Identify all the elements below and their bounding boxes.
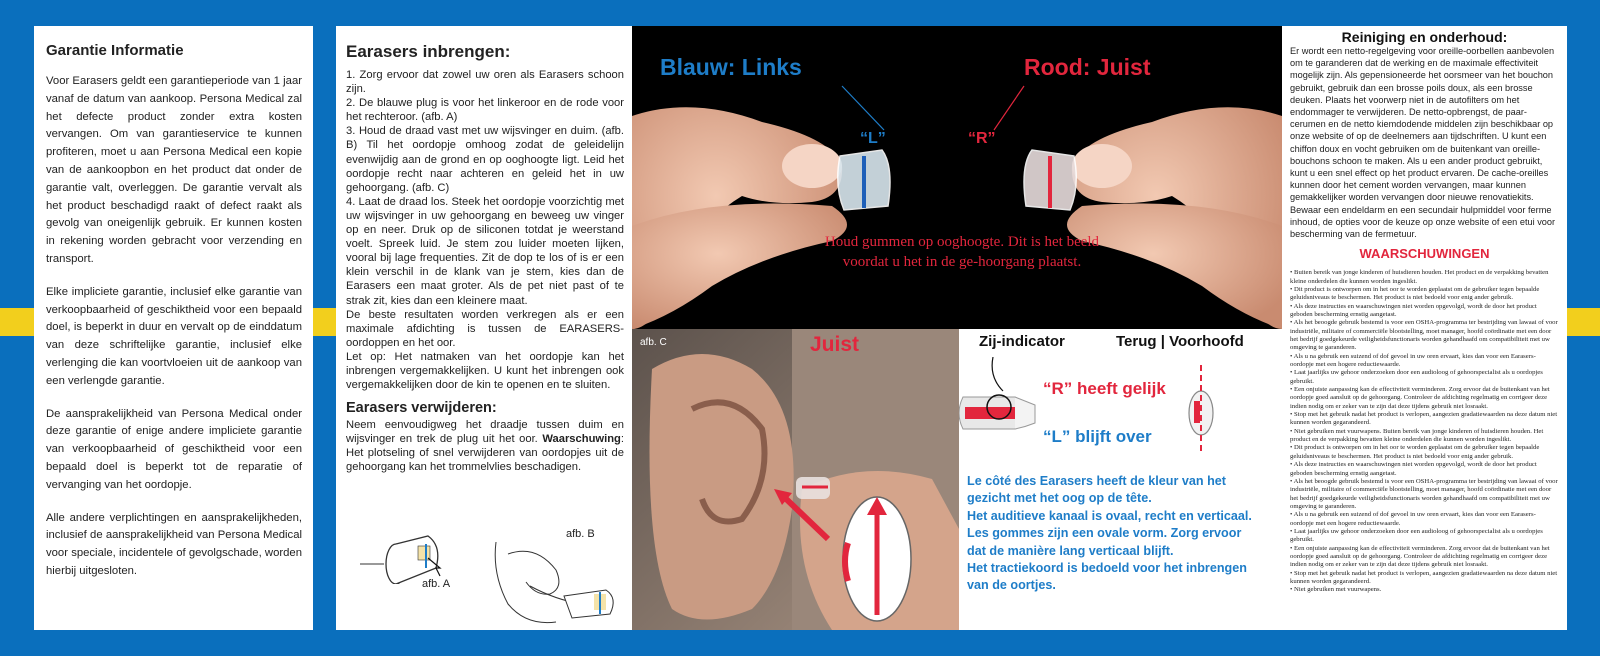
afb-c-label: afb. C <box>640 337 667 348</box>
earplug-illustration-a <box>356 524 456 584</box>
warning-item: • Als deze instructies en waarschuwingen niet worden opgevolgd, wordt de door het product geboden bescherming ernstig aangetast. <box>1290 302 1537 318</box>
french-line: Het tractiekoord is bedoeld voor het inbrengen <box>967 561 1247 576</box>
warning-item: • Als deze instructies en waarschuwingen niet worden opgevolgd, wordt de door het product geboden bescherming ernstig aangetast. <box>1290 461 1537 477</box>
warning-item: • Dit product is ontworpen om in het oor te worden geplaatst om de gebruiker tegen bepaalde geluidsniveaus te beschermen. Het product is niet bedoeld voor enig ander gebruik. <box>1290 285 1540 302</box>
garantie-paragraph: Elke impliciete garantie, inclusief elke garantie van verkoopbaarheid of geschiktheid voor een bepaald doel, is beperkt in duur en vervalt op de einddatum van deze schriftelijke garantie, inclusief elke verlenging die kan voortvloeien uit de aankoop van een verlengde garantie. <box>46 285 302 387</box>
french-line: van de oortjes. <box>967 578 1056 593</box>
verwijderen-text-after: : Het plotseling of snel verwijderen van oordopjes uit de gehoorgang kan het trommelvlies beschadigen. <box>346 433 624 474</box>
french-line: Le côté des Earasers heeft de kleur van het <box>967 474 1226 488</box>
warning-item: • Niet gebruiken met vuurwapens. <box>1290 586 1382 594</box>
warning-item: • Stop met het gebruik nadat het product is verlopen, aangezien gradatiewaarden na deze datum niet kunnen worden gegarandeerd. <box>1290 569 1558 585</box>
blue-left-label: Blauw: Links <box>660 54 802 80</box>
reiniging-title: Reiniging en onderhoud: <box>1341 29 1508 45</box>
warning-label: Waarschuwing <box>542 433 621 446</box>
warning-item: • Als u na gebruik een suizend of dof gevoel in uw oren ervaart, kies dan voor een Earasers-oordopje met een hogere reductiewaarde. <box>1290 352 1536 369</box>
warning-item: • Als u na gebruik een suizend of dof gevoel in uw oren ervaart, kies dan voor een Earasers-oordopje met een hogere reductiewaarde. <box>1290 511 1536 527</box>
ear-photo <box>632 329 959 630</box>
verwijderen-text-before: Neem eenvoudigweg het draadje tussen duim en wijsvinger en trek de plug uit het oor. <box>346 419 624 446</box>
french-line: Les gommes zijn een ovale vorm. Zorg ervoor <box>967 526 1242 541</box>
zij-indicator-label: Zij-indicator <box>979 333 1065 350</box>
warning-item: • Als het beoogde gebruik bestemd is voor een OSHA-programma ter bestrijding van lawaai of voor industriële, militaire of commerciële blootstelling, moet manager, hoofd coördinatie met een door het bedrijf goedgekeurde veiligheidsfunctionaris worden gehandhaafd om compatibiliteit met uw omgeving te garanderen. <box>1290 477 1558 510</box>
garantie-paragraph: Voor Earasers geldt een garantieperiode van 1 jaar vanaf de datum van aankoop. Persona Medical zal het defecte product zonder extra kosten vervangen. Om van garantieservice te kunnen profiteren, moet u aan Persona Medical een kopie van de aankoopbon en het product dat onder de garantie valt, overleggen. De garantie vervalt als het product beschadigd raakt of defect raakt als gevolg van oneigenlijk gebruik. Er kunnen kosten in rekening worden gebracht voor verzending en transport. <box>46 75 302 265</box>
warnings-list <box>1290 269 1559 594</box>
photo-caption: Houd gummen op ooghoogte. Dit is het beeld voordat u het in de ge-hoorgang plaatst. <box>824 234 1100 270</box>
french-line: Het auditieve kanaal is ovaal, recht en verticaal. <box>967 508 1252 523</box>
l-blijft-over: “L” blijft over <box>1043 427 1152 446</box>
garantie-paragraph: De aansprakelijkheid van Persona Medical onder deze garantie of enige andere impliciete garantie van verkoopbaarheid of geschiktheid voor een bepaald doel is beperkt tot de reparatie of vervanging van het oordopje. <box>46 407 302 491</box>
warning-item: • Laat jaarlijks uw gehoor onderzoeken door een audioloog of gehoorspecialist als u oordopjes gebruikt. <box>1290 369 1543 385</box>
french-line: dat de manière lang verticaal blijft. <box>967 543 1174 558</box>
warning-item: • Buiten bereik van jonge kinderen of huisdieren houden. Het product en de verpakking bevatten kleine onderdelen die kunnen worden ingeslikt. <box>1290 269 1549 285</box>
red-right-label: Rood: Juist <box>1024 54 1151 80</box>
inbrengen-steps: 1. Zorg ervoor dat zowel uw oren als Earasers schoon zijn. 2. De blauwe plug is voor het linkeroor en de rode voor het rechteroor. (afb. A) 3. Houd de draad vast met uw wijsvinger en duim. (afb. B) Til het oordopje omhoog zodat de geleidelijn evenwijdig aan de grond en op ooghoogte ligt. Leid het oordopje recht naar achteren en geleid het in uw gehoorgang. (afb. C) 4. Laat de draad los. Steek het oordopje voorzichtig met uw wijsvinger in uw gehoorgang en beweeg uw vinger op en neer. Druk op de siliconen totdat je weerstand voelt. Spreek luid. Je stem zou luider moeten lijken, vooral bij lage frequenties. Zit de dop te los of is er een klein verschil in de klank van je stem, kies dan de Earasers een maat groter. Als de pet niet past of te strak zit, kies dan een kleinere maat. De beste resultaten worden verkregen als er een maximale afdichting is tussen de EARASERS-oordoppen en het oor. Let op: Het natmaken van het oordopje kan het inbrengen vergemakkelijken. U kunt het inbrengen ook vergemakkelijken door de kin te openen en te sluiten. <box>346 69 624 392</box>
juist-label: Juist <box>810 333 860 356</box>
hand-illustration-b <box>486 534 626 630</box>
warning-item: • Een onjuiste aanpassing kan de effectiviteit verminderen. Zorg ervoor dat de buitenkant van het oordopje goed aansluit op de gehoorgang. Controleer de afdichting regelmatig en corrigeer deze indien nodig om er zeker van te zijn dat deze tijdens gebruik niet losraakt. <box>1290 544 1550 569</box>
reiniging-text: Er wordt een netto-regelgeving voor oreille-oorbellen aanbevolen om te garanderen dat de werking en de maximale effectiviteit mogelijk zijn. Als gepensioneerde het oorsmeer van het bouchon gebruikt, gebruik dan een brosse poils doux, als een brosse deuken. Plaats het voorwerp niet in de autofilters om het endommager te verwijderen. De netto-opbrengst, de paar-cerumen en de netto kiemdodende middelen zijn beschikbaar op onze website of op de deelnemers aan tijdschriften. U kunt een chiffon doux en vocht gebruiken om de buitenkant van oreille-bouchons schoon te maken. Als u een ander product gebruikt, kunt u een snel effect op het product ervaren. De cache-oreilles kunnen door het cement worden vervangen, maar kunnen gemakkelijker worden vervangen door nieuwe renovatiekits. Bewaar een endeldarm en een secundair hulpmiddel voor ferme inhoud, de opties voor de keuze op onze website of een etui voor bescherming van de fermetuur. <box>1290 46 1556 240</box>
cleaning-warnings-panel <box>1282 26 1567 630</box>
earplugs-photo <box>632 26 1282 329</box>
afb-a-label: afb. A <box>422 578 451 590</box>
warning-item: • Stop met het gebruik nadat het product is verlopen, aangezien gradatiewaarden na deze datum niet kunnen worden gegarandeerd. <box>1290 411 1558 427</box>
verwijderen-title: Earasers verwijderen: <box>346 400 497 417</box>
french-line: gezicht met het oog op de tête. <box>967 491 1152 506</box>
warning-item: • Als het beoogde gebruik bestemd is voor een OSHA-programma ter bestrijding van lawaai of voor industriële, militaire of commerciële blootstelling, moet manager, hoofd coördinatie met een door het bedrijf goedgekeurde veiligheidsfunctionaris worden gehandhaafd om compatibiliteit met uw omgeving te garanderen. <box>1290 319 1558 352</box>
warning-item: • Dit product is ontworpen om in het oor te worden geplaatst om de gebruiker tegen bepaalde geluidsniveaus te beschermen. Het product is niet bedoeld voor enig ander gebruik. <box>1290 444 1540 460</box>
terug-voorhoofd-label: Terug | Voorhoofd <box>1116 333 1244 350</box>
waarschuwingen-title: WAARSCHUWINGEN <box>1359 246 1490 262</box>
warning-item: • Niet gebruiken met vuurwapens. Buiten bereik van jonge kinderen of huisdieren houden. Het product en de verpakking bevatten kleine onderdelen die kunnen worden ingeslikt. <box>1290 427 1544 444</box>
inbrengen-title: Earasers inbrengen: <box>346 42 511 61</box>
ear-drawing <box>632 329 959 630</box>
indicator-panel <box>959 329 1282 630</box>
afb-b-label: afb. B <box>566 528 595 540</box>
verwijderen-text <box>346 418 624 474</box>
r-heeft-gelijk: “R” heeft gelijk <box>1043 379 1166 398</box>
r-mark: “R” <box>968 130 996 147</box>
garantie-title: Garantie Informatie <box>46 42 184 59</box>
warning-item: • Laat jaarlijks uw gehoor onderzoeken door een audioloog of gehoorspecialist als u oordopjes gebruikt. <box>1290 527 1543 544</box>
french-instructions <box>967 473 1279 595</box>
l-mark: “L” <box>860 130 886 147</box>
warning-item: • Een onjuiste aanpassing kan de effectiviteit verminderen. Zorg ervoor dat de buitenkant van het oordopje goed aansluit op de gehoorgang. Controleer de afdichting regelmatig en corrigeer deze indien nodig om er zeker van te zijn dat deze tijdens gebruik niet losraakt. <box>1290 386 1550 410</box>
garantie-panel <box>34 26 313 630</box>
garantie-paragraph: Alle andere verplichtingen en aansprakelijkheden, inclusief de aansprakelijkheid van Persona Medical voor speciale, incidentele of gevolgschade, worden hierbij uitgesloten. <box>46 511 302 577</box>
instructions-panel <box>336 26 632 630</box>
